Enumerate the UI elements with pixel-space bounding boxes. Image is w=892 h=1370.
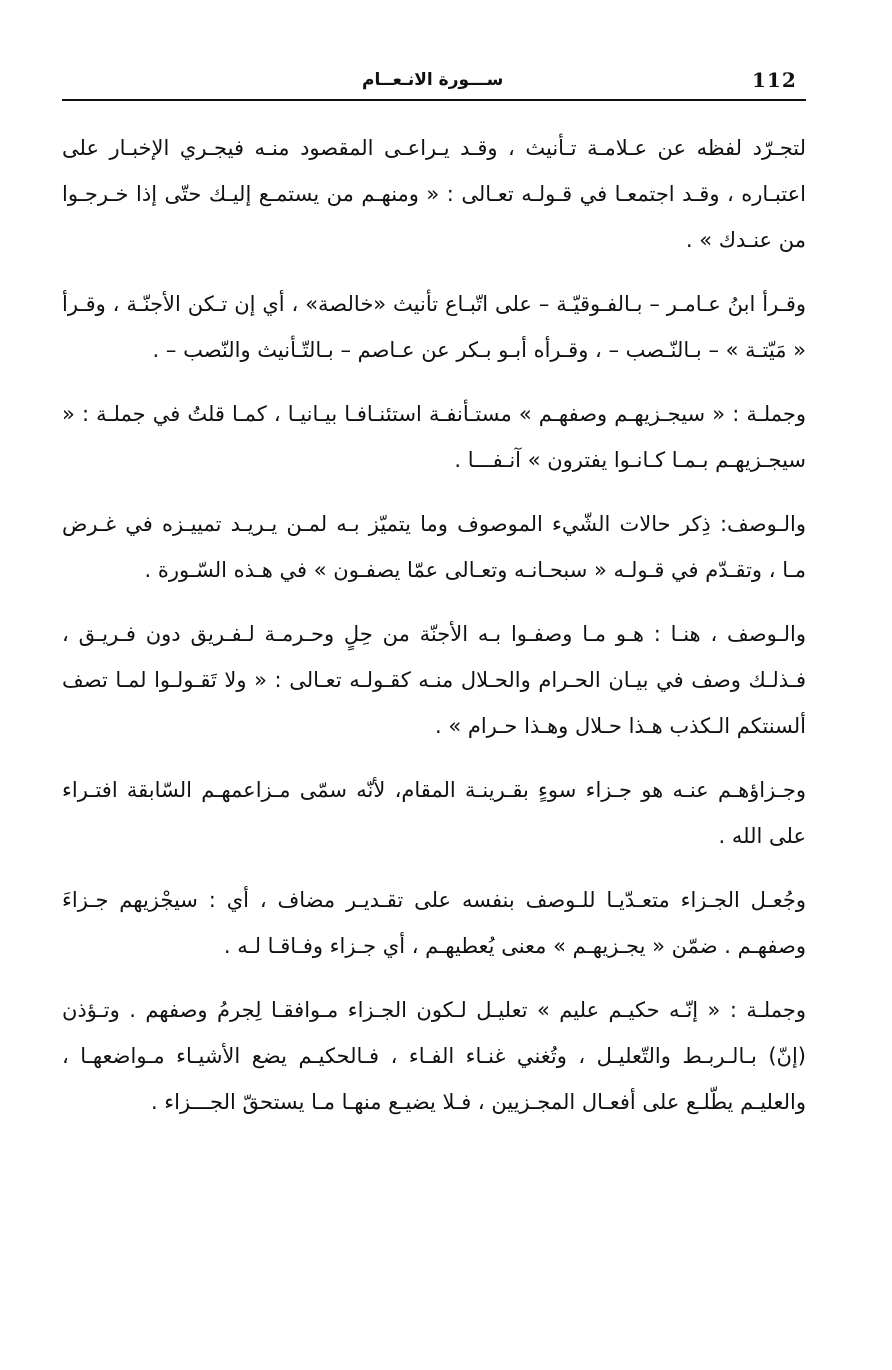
paragraph-2: وقـرأ ابنُ عـامـر – بـالفـوقيّـة – على اتّبـاع تأنيث «خالصة» ، أي إن تـكن الأجنّـة ، وقـرأ « مَيّتـة » – بـالنّـصب – ، وقـرأه أبـو بـكر عن عـاصم – بـالتّـأنيث والنّصب – . [62,292,806,362]
page-number: 112 [752,68,797,92]
paragraph-7: وجُعـل الجـزاء متعـدّيـا للـوصف بنفسه على تقـديـر مضاف ، أي : سيجْزيهم جـزاءَ وصفهـم . ضمّن « يجـزيهـم » معنى يُعطيهـم ، أي جـزاء وفـاقـا لـه . [62,888,806,958]
header-rule [62,99,806,101]
page-header [62,62,806,100]
paragraph-4: والـوصف: ذِكر حالات الشّيء الموصوف وما يتميّز بـه لمـن يـريـد تمييـزه في غـرض مـا ، وتقـدّم في قـولـه « سبحـانـه وتعـالى عمّا يصفـون » في هـذه السّـورة . [62,512,806,582]
paragraph-1: لتجـرّد لفظه عن عـلامـة تـأنيث ، وقـد يـراعـى المقصود منـه فيجـري الإخبـار على اعتبـاره ، وقـد اجتمعـا في قـولـه تعـالى : « ومنهـم من يستمـع إليـك حتّى إذا خـرجـوا من عنـدك » . [62,136,806,252]
running-title: ســـورة الانـعــام [362,70,504,90]
paragraph-8: وجملـة : « إنّـه حكيـم عليم » تعليـل لـكون الجـزاء مـوافقـا لِجرمُ وصفهم . وتـؤذن (إنّ) بـالـربـط والتّعليـل ، وتُغني غنـاء الفـاء ، فـالحكيـم يضع الأشيـاء مـواضعهـا ، والعليـم يطّلـع على أفعـال المجـزيين ، فـلا يضيـع منهـا مـا يستحقّ الجـــزاء . [62,998,806,1114]
paragraph-6: وجـزاؤهـم عنـه هو جـزاء سوءٍ بقـرينـة المقام، لأنّه سمّى مـزاعمهـم السّابقة افتـراء على الله . [62,778,806,848]
paragraph-3: وجملـة : « سيجـزيهـم وصفهـم » مستـأنفـة استئنـافـا بيـانيـا ، كمـا قلتُ في جملـة : « سيجـزيهـم بـمـا كـانـوا يفترون » آنـفـــا . [62,402,806,472]
page-body [62,125,806,1143]
paragraph-5: والـوصف ، هنـا : هـو مـا وصفـوا بـه الأجنّة من حِلٍ وحـرمـة لـفـريق دون فـريـق ، فـذلـك وصف في بيـان الحـرام والحـلال منـه كقـولـه تعـالى : « ولا تَقـولـوا لمـا تصف ألسنتكم الـكذب هـذا حـلال وهـذا حـرام » . [62,622,806,738]
